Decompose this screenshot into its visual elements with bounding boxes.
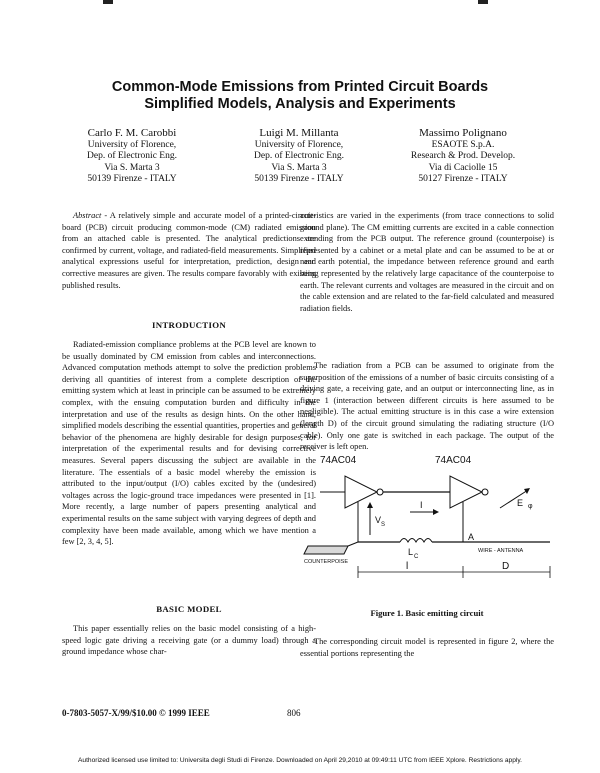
field-phi-label: φ	[528, 503, 533, 510]
right-paragraph-3: The corresponding circuit model is represented in figure 2, where the essential portions representing the	[300, 637, 554, 658]
author-address: Via di Caciolle 15	[428, 162, 498, 173]
author-address: Via S. Marta 3	[271, 162, 327, 173]
receiver-gate-symbol	[450, 476, 482, 508]
lc-subscript: C	[414, 554, 419, 560]
footer-copyright: 0-7803-5057-X/99/$10.00 © 1999 IEEE	[62, 708, 210, 718]
author-city: 50139 Firenze - ITALY	[254, 174, 344, 185]
basic-model-body	[62, 623, 316, 658]
right-paragraph-1: acteristics are varied in the experiments (from trace connections to solid ground plane). The CM emitting currents are excited in a cable connection extending from the PCB output. The reference ground (counterpoise) is represented by a cabinet or a metal plate and can be assumed to be at or near earth potential, the impedance between reference ground and earth being represented by the relatively large capacitance of the counterpoise to earth. The relevant currents and voltages are measured in the circuit and on the cable extension and are related to the far-field calculated and measured radiation fields.	[300, 211, 554, 313]
right-column-bottom	[300, 636, 554, 659]
paper-title-line-1: Common-Mode Emissions from Printed Circuit Boards	[111, 79, 489, 95]
binding-mark-right	[478, 0, 488, 4]
right-column-top	[300, 210, 554, 314]
introduction-heading: INTRODUCTION	[152, 320, 226, 330]
abstract	[62, 210, 316, 291]
author-name: Massimo Polignano	[419, 127, 507, 139]
author-block-2	[214, 128, 384, 186]
author-department: Research & Prod. Develop.	[410, 151, 516, 162]
vs-arrowhead	[367, 502, 373, 508]
counterpoise-plate	[304, 546, 348, 554]
dimension-d-label: D	[502, 561, 510, 572]
abstract-label: Abstract	[73, 211, 102, 220]
basic-model-heading: BASIC MODEL	[156, 604, 222, 614]
binding-mark-left	[103, 0, 113, 4]
current-arrowhead	[433, 509, 439, 515]
right-column-mid	[300, 360, 554, 453]
author-affiliation: University of Florence,	[254, 139, 344, 150]
ground-inductance-lc	[400, 539, 432, 543]
abstract-text: - A relatively simple and accurate model of a printed-circuit-board (PCB) circuit producing common-mode (CM) radiated emission from an attached cable is presented. The analytical predictions are confirmed by current, voltage, and radiated-field measurements. Simplified analytical expressions useful for interpretation, prediction, design and corrective measures are given. The results compare favorably with existing published results.	[62, 211, 316, 290]
author-department: Dep. of Electronic Eng.	[87, 151, 177, 162]
author-affiliation: University of Florence,	[87, 139, 177, 150]
figure-caption: Figure 1. Basic emitting circuit	[370, 608, 484, 618]
figure-basic-emitting-circuit	[300, 450, 554, 590]
field-e-label: E	[517, 498, 524, 508]
author-name: Luigi M. Millanta	[259, 127, 339, 139]
left-column	[62, 210, 316, 291]
author-address: Via S. Marta 3	[104, 162, 160, 173]
wire-antenna-label: WIRE - ANTENNA	[478, 548, 524, 554]
page-number: 806	[287, 708, 301, 718]
author-department: Dep. of Electronic Eng.	[254, 151, 344, 162]
dimension-l-label: l	[406, 561, 409, 572]
introduction-body	[62, 339, 316, 548]
field-vector-arrowhead	[524, 488, 530, 494]
lc-label: L	[408, 547, 414, 557]
vs-label: V	[375, 515, 382, 525]
vs-subscript: S	[381, 522, 386, 528]
license-notice: Authorized licensed use limited to: Universita degli Studi di Firenze. Downloaded on April 29,2010 at 09:49:11 UTC from IEEE Xplore. Restrictions apply.	[78, 757, 522, 764]
counterpoise-label: COUNTERPOISE	[304, 559, 349, 565]
field-vector	[500, 490, 528, 508]
author-city: 50139 Firenze - ITALY	[87, 174, 177, 185]
author-block-1	[47, 128, 217, 186]
introduction-paragraph: Radiated-emission compliance problems at the PCB level are known to be usually dominated by CM emission from cables and interconnections. Advanced computation methods attempt to solve the prediction problems deriving all quantities of interest from a complete description of the emitting system which at least in principle can be assumed to be extremely complex, with the ensuing computation burden and difficulty in the interpretation and use of the results as design hints. On the other hand, simplified models describing the essential quantities, properties and general behavior of the phenomena are highly desirable for design purposes, for interpretation of the experimental results and for devising corrective measures. Several papers discussing the subject are available in the literature. The essentials of a basic model whereby the emission is attributed to the input/output (I/O) cables excited by the (undesired) voltages across the logic-ground trace impedances were presented in [1]. More recently, a large number of papers presenting analytical and experimental results on the same subject with varying degrees of depth and complexity have been made available, among which we have mention a few [2, 3, 4, 5].	[62, 340, 316, 547]
author-city: 50127 Firenze - ITALY	[418, 174, 508, 185]
author-affiliation: ESAOTE S.p.A.	[431, 139, 495, 150]
right-paragraph-2: The radiation from a PCB can be assumed to originate from the superposition of the emissions of a number of basic circuits consisting of a driving gate, a receiving gate, and an output or interconnecting line, as in figure 1 (interaction between different circuits is here assumed to be negligible). The actual emitting structure is in this case a wire extension (length D) of the circuit ground simulating the radiating structure (I/O cable). Only one gate is switched in each package. The output of the receiver is left open.	[300, 361, 554, 452]
gate-right-label: 74AC04	[435, 455, 472, 466]
counterpoise-link	[348, 542, 358, 546]
gate-left-label: 74AC04	[320, 455, 357, 466]
author-name: Carlo F. M. Carobbi	[87, 127, 177, 139]
author-block-3	[378, 128, 548, 186]
current-label: I	[420, 500, 423, 510]
paper-title-line-2: Simplified Models, Analysis and Experiments	[144, 96, 456, 112]
node-a-label: A	[468, 532, 475, 542]
driver-gate-symbol	[345, 476, 377, 508]
basic-model-paragraph: This paper essentially relies on the basic model consisting of a high-speed logic gate driving a receiving gate (or a dummy load) through a ground impedance whose char-	[62, 624, 316, 657]
